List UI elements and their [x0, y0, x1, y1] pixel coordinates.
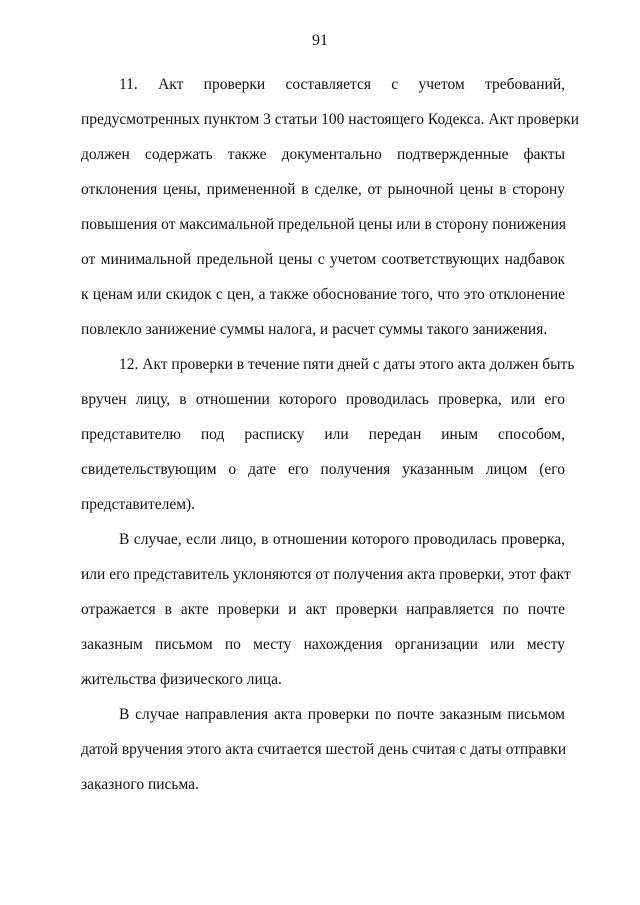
page-number: 91: [312, 32, 328, 49]
text-line: заказным письмом по месту нахождения организации или месту: [81, 636, 565, 653]
paragraph-mail-delivery: [81, 697, 565, 802]
text-line: повлекло занижение суммы налога, и расчет суммы такого занижения.: [81, 321, 548, 338]
paragraph-11: [81, 67, 580, 347]
paragraph-refusal: [81, 522, 571, 697]
text-line: предусмотренных пунктом 3 статьи 100 настоящего Кодекса. Акт проверки: [81, 111, 580, 128]
text-line: 11. Акт проверки составляется с учетом требований,: [119, 76, 565, 93]
text-line: от минимальной предельной цены с учетом соответствующих надбавок: [81, 251, 565, 268]
text-line: В случае, если лицо, в отношении которого проводилась проверка,: [119, 531, 565, 548]
text-line: жительства физического лица.: [81, 671, 282, 688]
paragraph-12: [81, 347, 575, 522]
document-body: [81, 67, 580, 802]
text-line: представителем).: [81, 496, 196, 513]
text-line: В случае направления акта проверки по почте заказным письмом: [119, 706, 565, 723]
text-line: датой вручения этого акта считается шестой день считая с даты отправки: [81, 741, 567, 758]
text-line: к ценам или скидок с цен, а также обоснование того, что это отклонение: [81, 286, 565, 303]
text-line: или его представитель уклоняются от получения акта проверки, этот факт: [81, 566, 571, 583]
text-line: 12. Акт проверки в течение пяти дней с даты этого акта должен быть: [119, 356, 575, 373]
text-line: вручен лицу, в отношении которого проводилась проверка, или его: [81, 391, 565, 408]
text-line: повышения от максимальной предельной цены или в сторону понижения: [81, 216, 567, 233]
text-line: свидетельствующим о дате его получения указанным лицом (его: [81, 461, 565, 478]
text-line: отражается в акте проверки и акт проверки направляется по почте: [81, 601, 565, 618]
text-line: заказного письма.: [81, 776, 199, 793]
text-line: представителю под расписку или передан иным способом,: [81, 426, 565, 443]
text-line: должен содержать также документально подтвержденные факты: [81, 146, 565, 163]
text-line: отклонения цены, примененной в сделке, от рыночной цены в сторону: [81, 181, 565, 198]
